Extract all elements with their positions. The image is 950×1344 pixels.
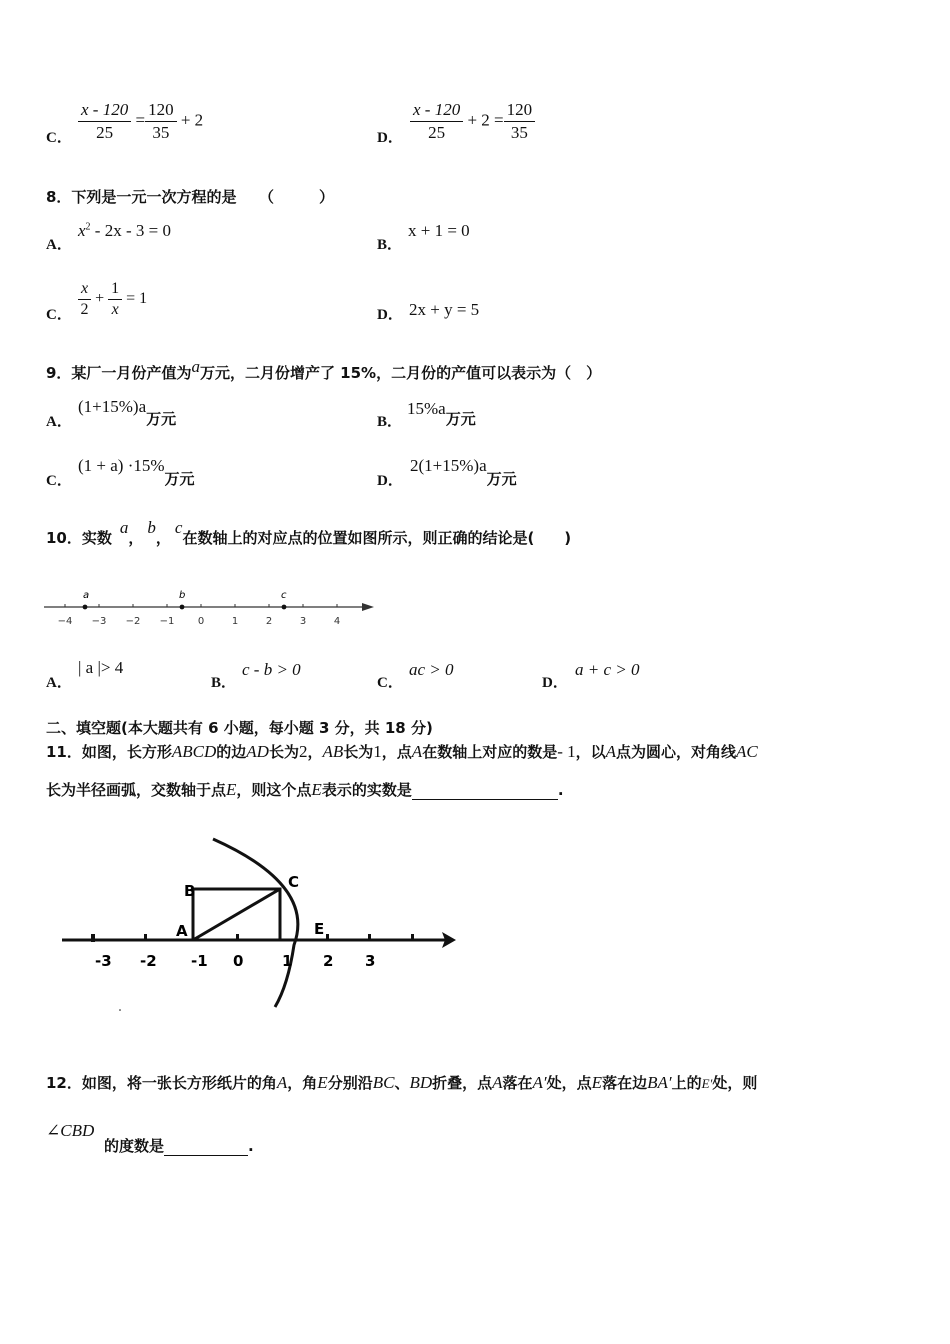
unit-text: 万元	[164, 470, 195, 488]
option-expr: 2(1+15%)a	[410, 456, 487, 475]
axis-tick	[91, 934, 95, 942]
stem-text: ，点	[381, 743, 412, 761]
fraction-numerator: x - 120	[410, 100, 463, 122]
q9-option-b-label: B．	[377, 414, 403, 430]
variable-a: a	[119, 518, 129, 537]
expr-tail: = 1	[126, 290, 148, 308]
math-e: E	[226, 780, 237, 799]
stem-text: 9．某厂一月份产值为	[46, 364, 192, 382]
fraction-denominator: 25	[428, 123, 446, 142]
math-ad: AD	[246, 742, 269, 761]
unit-text: 万元	[445, 410, 476, 428]
stem-text: .	[248, 1137, 254, 1155]
tick-label: 2	[323, 952, 334, 970]
variable-b: b	[147, 518, 156, 537]
stem-text: ，角	[287, 1074, 318, 1092]
label-b: B	[184, 882, 196, 900]
q11-figure	[58, 835, 468, 1020]
q9-option-b	[407, 398, 476, 428]
q9-option-c-label: C．	[46, 473, 72, 489]
math-number: 2	[298, 742, 308, 761]
diagonal-ac	[193, 889, 280, 940]
stem-text: 万元，二月份增产了 15%，二月份的产值可以表示为（ ）	[199, 364, 602, 382]
point-c-label: c	[281, 590, 287, 601]
point-b-label: b	[179, 590, 186, 601]
tick-label: −3	[91, 616, 107, 627]
q8-option-c-label: C．	[46, 307, 72, 323]
axis-arrow	[362, 603, 374, 611]
stem-text: 在数轴上的对应点的位置如图所示，则正确的结论是( )	[182, 529, 572, 547]
q8-option-a-expr	[78, 221, 171, 241]
math-bc: BC	[372, 1073, 395, 1092]
stem-text: 12．如图，将一张长方形纸片的角	[46, 1074, 277, 1092]
tick-label: 1	[231, 616, 239, 627]
math-bd: BD	[409, 1073, 433, 1092]
fraction-numerator: x	[78, 280, 91, 300]
math-ba-prime: BA′	[647, 1073, 672, 1092]
q10-option-a-expr: | a |> 4	[78, 658, 124, 677]
option-label: D．	[377, 130, 403, 146]
stem-text: 11．如图，长方形	[46, 743, 172, 761]
expr-tail: + 2	[180, 110, 204, 130]
q10-stem	[46, 518, 572, 548]
q9-stem	[46, 357, 602, 383]
equals-sign: =	[135, 110, 146, 130]
exponent: 2	[85, 221, 91, 233]
stem-text: 在数轴上对应的数是	[422, 743, 558, 761]
math-e-prime: E′	[701, 1076, 713, 1091]
math-a: A	[276, 1073, 288, 1092]
variable-c: c	[174, 518, 183, 537]
option-label: C．	[46, 130, 72, 146]
section-heading: 二、填空题(本大题共有 6 小题，每小题 3 分，共 18 分)	[46, 719, 433, 737]
math-e: E	[317, 1073, 328, 1092]
variable-x: x	[78, 221, 86, 240]
q7-option-c-expr	[78, 100, 203, 143]
math-number: 1	[373, 742, 382, 761]
math-number: - 1	[557, 742, 576, 761]
separator: ，	[128, 529, 144, 547]
stem-text: 长为	[343, 743, 374, 761]
stem-text: 的边	[216, 743, 247, 761]
tick-label: 0	[197, 616, 205, 627]
q7-option-d-expr	[410, 100, 535, 143]
math-a: A	[492, 1073, 503, 1092]
plus-sign: +	[95, 290, 105, 308]
q9-option-d-label: D．	[377, 473, 403, 489]
math-e: E	[311, 780, 322, 799]
point-a-label: a	[83, 590, 90, 601]
axis-tick	[411, 934, 414, 940]
q9-option-d	[410, 455, 517, 488]
stem-text: ，则这个点	[236, 781, 312, 799]
q10-option-c-expr: ac > 0	[409, 660, 454, 679]
q10-option-d-expr: a + c > 0	[575, 660, 640, 679]
stem-text: 的度数是	[104, 1137, 165, 1155]
math-ab: AB	[322, 742, 344, 761]
q7-option-c	[46, 100, 72, 146]
tick-label: -1	[191, 952, 208, 970]
math-a: A	[411, 742, 423, 761]
stem-text: 处，则	[712, 1074, 758, 1092]
q8-option-a-label: A．	[46, 237, 72, 253]
q9-option-c	[78, 455, 195, 488]
tick-label: −1	[159, 616, 175, 627]
axis-tick	[326, 934, 329, 940]
q8-stem: 8．下列是一元一次方程的是 （ ）	[46, 188, 334, 206]
fraction-numerator: x - 120	[78, 100, 131, 122]
unit-text: 万元	[486, 470, 517, 488]
stem-text: 点为圆心，对角线	[616, 743, 737, 761]
fraction-numerator: 120	[145, 100, 177, 122]
stem-text: ，以	[575, 743, 606, 761]
q9-option-a-label: A．	[46, 414, 72, 430]
q8-option-d-label: D．	[377, 307, 403, 323]
tick-label: −4	[57, 616, 73, 627]
point-a-dot	[83, 605, 88, 610]
stem-text: 长为半径画弧，交数轴于点	[46, 781, 227, 799]
q12-line-1	[46, 1072, 757, 1093]
variable-a: a	[191, 357, 200, 376]
answer-blank[interactable]	[412, 781, 558, 800]
tick-label: 3	[365, 952, 376, 970]
q8-option-c-expr	[78, 280, 147, 319]
point-c-dot	[282, 605, 287, 610]
stem-text: 分别沿	[327, 1074, 373, 1092]
stem-text: .	[557, 781, 564, 799]
tick-label: -2	[140, 952, 157, 970]
tick-label: −2	[125, 616, 141, 627]
q10-number-line	[40, 584, 380, 632]
separator: ，	[155, 529, 171, 547]
q9-option-a	[78, 396, 177, 428]
option-expr: (1 + a) ·15%	[78, 456, 165, 475]
fraction-numerator: 1	[108, 280, 122, 300]
tick-label: -3	[95, 952, 112, 970]
tick-label: 1	[282, 952, 293, 970]
tick-label: 4	[333, 616, 341, 627]
unit-text: 万元	[146, 410, 177, 428]
math-ac: AC	[736, 742, 758, 761]
axis-tick	[144, 934, 147, 940]
stem-text: 、	[394, 1074, 410, 1092]
stem-text: 上的	[671, 1074, 702, 1092]
stem-text: 长为	[268, 743, 299, 761]
q10-option-b-expr: c - b > 0	[242, 660, 301, 679]
math-a: A	[605, 742, 617, 761]
q12-line-2	[104, 1135, 254, 1156]
math-e: E	[591, 1073, 603, 1092]
point-b-dot	[180, 605, 185, 610]
label-c: C	[288, 873, 300, 891]
stem-text: ，	[307, 743, 323, 761]
q11-line-2	[46, 779, 564, 800]
q12-angle: ∠CBD	[46, 1121, 95, 1140]
fraction-denominator: 25	[96, 123, 114, 142]
q10-option-b-label: B．	[211, 675, 237, 691]
tick-label: 0	[233, 952, 244, 970]
stray-dot	[119, 1009, 121, 1011]
label-a: A	[176, 922, 188, 940]
tick-label: 2	[265, 616, 273, 627]
stem-text: 处，点	[546, 1074, 592, 1092]
q8-option-d-expr: 2x + y = 5	[409, 300, 480, 319]
fraction-numerator: 120	[504, 100, 536, 122]
q10-option-d-label: D．	[542, 675, 568, 691]
q10-option-a-label: A．	[46, 675, 72, 691]
axis-tick	[368, 934, 371, 940]
q8-option-b-label: B．	[377, 237, 403, 253]
fraction-denominator: 35	[510, 123, 528, 142]
stem-text: 10．实数	[46, 529, 112, 547]
stem-text: 落在	[502, 1074, 533, 1092]
label-e: E	[314, 920, 325, 938]
stem-text: 折叠，点	[432, 1074, 493, 1092]
tick-label: 3	[299, 616, 307, 627]
q11-line-1	[46, 741, 758, 762]
option-expr: (1+15%)a	[78, 397, 147, 416]
q8-option-b-expr: x + 1 = 0	[408, 221, 470, 240]
q7-option-d	[377, 100, 403, 146]
expr-rest: - 2x - 3 = 0	[90, 221, 171, 240]
stem-text: 表示的实数是	[321, 781, 412, 799]
fraction-denominator: x	[111, 301, 119, 318]
expr-mid: + 2 =	[467, 110, 504, 130]
fraction-denominator: 2	[80, 301, 89, 318]
q10-option-c-label: C．	[377, 675, 403, 691]
option-expr: 15%a	[407, 399, 446, 418]
math-abcd: ABCD	[171, 742, 217, 761]
math-a-prime: A′	[532, 1073, 547, 1092]
answer-blank[interactable]	[164, 1137, 248, 1156]
fraction-denominator: 35	[152, 123, 170, 142]
stem-text: 落在边	[602, 1074, 648, 1092]
arc	[213, 839, 298, 1007]
